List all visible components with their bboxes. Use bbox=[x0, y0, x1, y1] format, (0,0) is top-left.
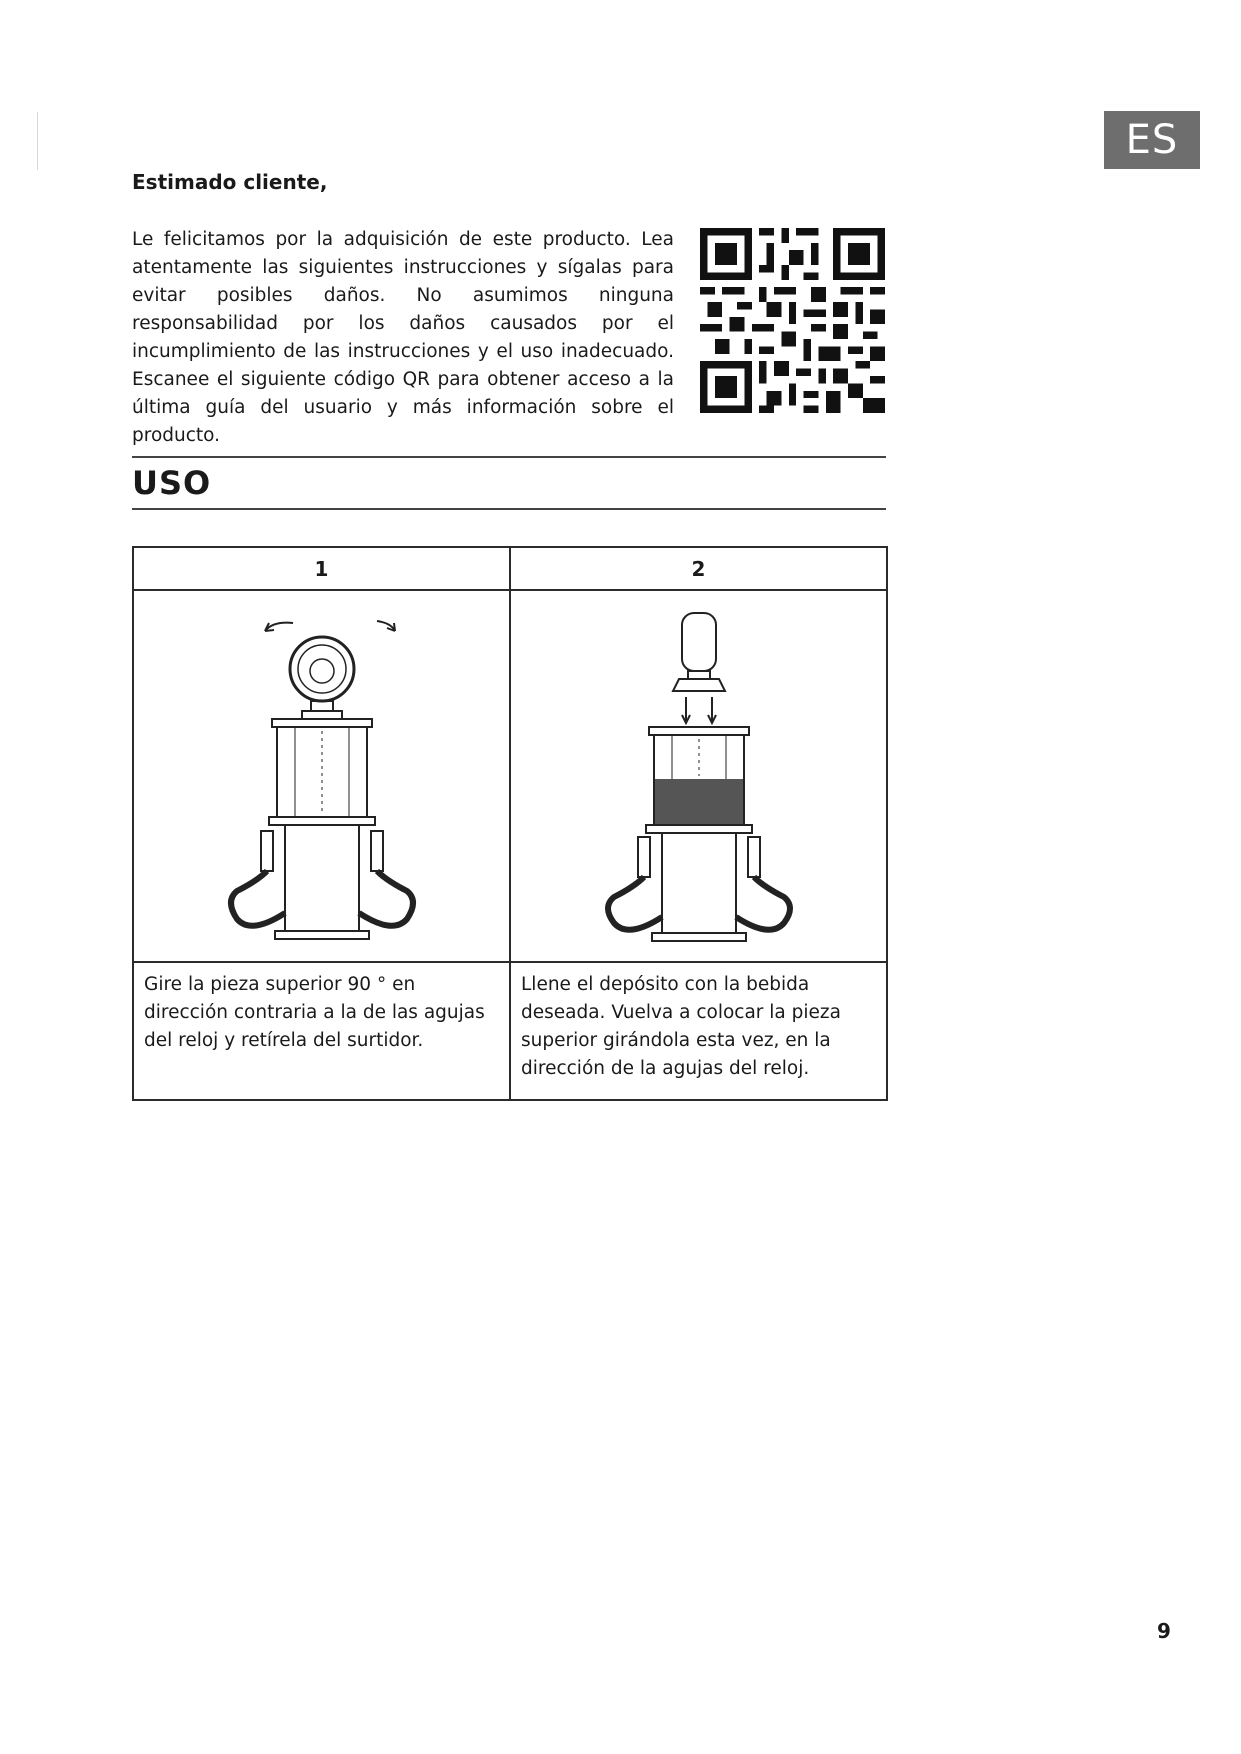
margin-line bbox=[37, 112, 38, 170]
qr-code-icon bbox=[700, 228, 885, 413]
step-number: 1 bbox=[133, 547, 510, 590]
section-title: USO bbox=[132, 464, 212, 502]
dispenser-remove-top-icon bbox=[227, 601, 417, 951]
section-rule-bottom bbox=[132, 508, 886, 510]
greeting: Estimado cliente, bbox=[132, 170, 328, 194]
step-description: Gire la pieza superior 90 ° en dirección contraria a la de las agujas del reloj y retírela del surtidor. bbox=[133, 962, 510, 1100]
step-illustration bbox=[510, 590, 887, 962]
step-number: 2 bbox=[510, 547, 887, 590]
steps-table bbox=[132, 546, 888, 1101]
step-description: Llene el depósito con la bebida deseada. Vuelva a colocar la pieza superior girándola esta vez, en la dirección de la agujas del reloj. bbox=[510, 962, 887, 1100]
language-tab: ES bbox=[1104, 111, 1200, 169]
section-rule-top bbox=[132, 456, 886, 458]
dispenser-fill-icon bbox=[604, 601, 794, 951]
intro-paragraph: Le felicitamos por la adquisición de este producto. Lea atentamente las siguientes instrucciones y sígalas para evitar posibles daños. No asumimos ninguna responsabilidad por los daños causados por el incumplimiento de las instrucciones y el uso inadecuado. Escanee el siguiente código QR para obtener acceso a la última guía del usuario y más información sobre el producto. bbox=[132, 229, 674, 446]
step-illustration bbox=[133, 590, 510, 962]
page-number: 9 bbox=[1157, 1619, 1171, 1643]
